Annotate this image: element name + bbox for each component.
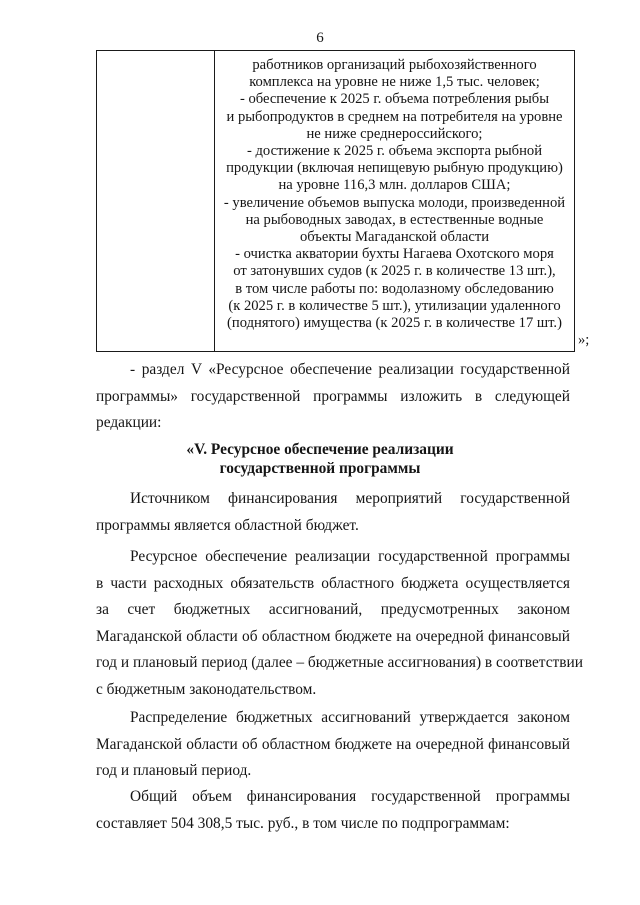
paragraph-funding-source xyxy=(96,486,570,539)
paragraph-line: программы является областной бюджет. xyxy=(96,516,359,534)
amendment-line: программы» государственной программы изложить в следующей xyxy=(96,387,570,405)
table-cell-line: - достижение к 2025 г. объема экспорта рыбной xyxy=(246,143,543,160)
paragraph-total-volume xyxy=(96,784,570,837)
amendment-line: редакции: xyxy=(96,414,162,431)
table-cell-line: (к 2025 г. в количестве 5 шт.), утилизации удаленного xyxy=(228,297,561,314)
table-cell-line: работников организаций рыбохозяйственного xyxy=(252,57,537,73)
table-cell-line: на уровне 116,3 млн. долларов США; xyxy=(278,177,511,194)
table-cell-line: (поднятого) имущества (к 2025 г. в количестве 17 шт.) xyxy=(227,315,562,332)
table-cell-line: на рыбоводных заводах, в естественные водные xyxy=(245,211,544,228)
table-cell-line: в том числе работы по: водолазному обследованию xyxy=(235,280,554,297)
paragraph-line: Источником финансирования мероприятий государственной xyxy=(130,490,570,507)
table-cell-line: - увеличение объемов выпуска молоди, произведенной xyxy=(223,194,566,211)
table-cell-line: не ниже среднероссийского; xyxy=(306,125,483,142)
paragraph-line: Магаданской области об областном бюджете на очередной финансовый xyxy=(96,735,570,753)
paragraph-allocation xyxy=(96,705,570,785)
table-fragment xyxy=(96,50,575,352)
paragraph-line: Общий объем финансирования государственной программы xyxy=(130,788,570,805)
table-cell-line: объекты Магаданской области xyxy=(299,229,490,246)
paragraph-line: Распределение бюджетных ассигнований утверждается законом xyxy=(130,709,570,726)
table-cell-line: комплекса на уровне не ниже 1,5 тыс. человек; xyxy=(249,74,540,91)
table-cell-line: - очистка акватории бухты Нагаева Охотского моря xyxy=(235,246,554,263)
table-cell-line: продукции (включая непищевую рыбную продукцию) xyxy=(226,160,563,177)
section-heading-line: государственной программы xyxy=(219,460,421,477)
paragraph-line: с бюджетным законодательством. xyxy=(96,680,317,698)
table-right-cell xyxy=(215,57,574,332)
paragraph-line: Ресурсное обеспечение реализации государственной программы xyxy=(130,548,570,565)
paragraph-line: Магаданской области об областном бюджете на очередной финансовый xyxy=(96,627,570,645)
paragraph-line: в части расходных обязательств областного бюджета осуществляется xyxy=(96,574,570,592)
amendment-paragraph xyxy=(96,357,570,437)
paragraph-line: год и плановый период. xyxy=(96,762,252,779)
paragraph-resource-provision xyxy=(96,544,583,703)
table-cell-line: - обеспечение к 2025 г. объема потребления рыбы xyxy=(239,91,550,108)
page-number: 6 xyxy=(316,30,324,46)
amendment-line: - раздел V «Ресурсное обеспечение реализации государственной xyxy=(130,361,570,378)
table-cell-line: от затонувших судов (к 2025 г. в количестве 13 шт.), xyxy=(233,263,556,280)
table-left-cell xyxy=(97,51,215,351)
section-heading xyxy=(0,440,640,478)
section-heading-line: «V. Ресурсное обеспечение реализации xyxy=(186,441,454,458)
table-cell-line: и рыбопродуктов в среднем на потребителя на уровне xyxy=(226,108,563,125)
paragraph-line: составляет 504 308,5 тыс. руб., в том числе по подпрограммам: xyxy=(96,814,510,832)
paragraph-line: за счет бюджетных ассигнований, предусмотренных законом xyxy=(96,601,570,618)
paragraph-line: год и плановый период (далее – бюджетные ассигнования) в соответствии xyxy=(96,654,583,671)
table-closing-quote: »; xyxy=(578,332,590,348)
